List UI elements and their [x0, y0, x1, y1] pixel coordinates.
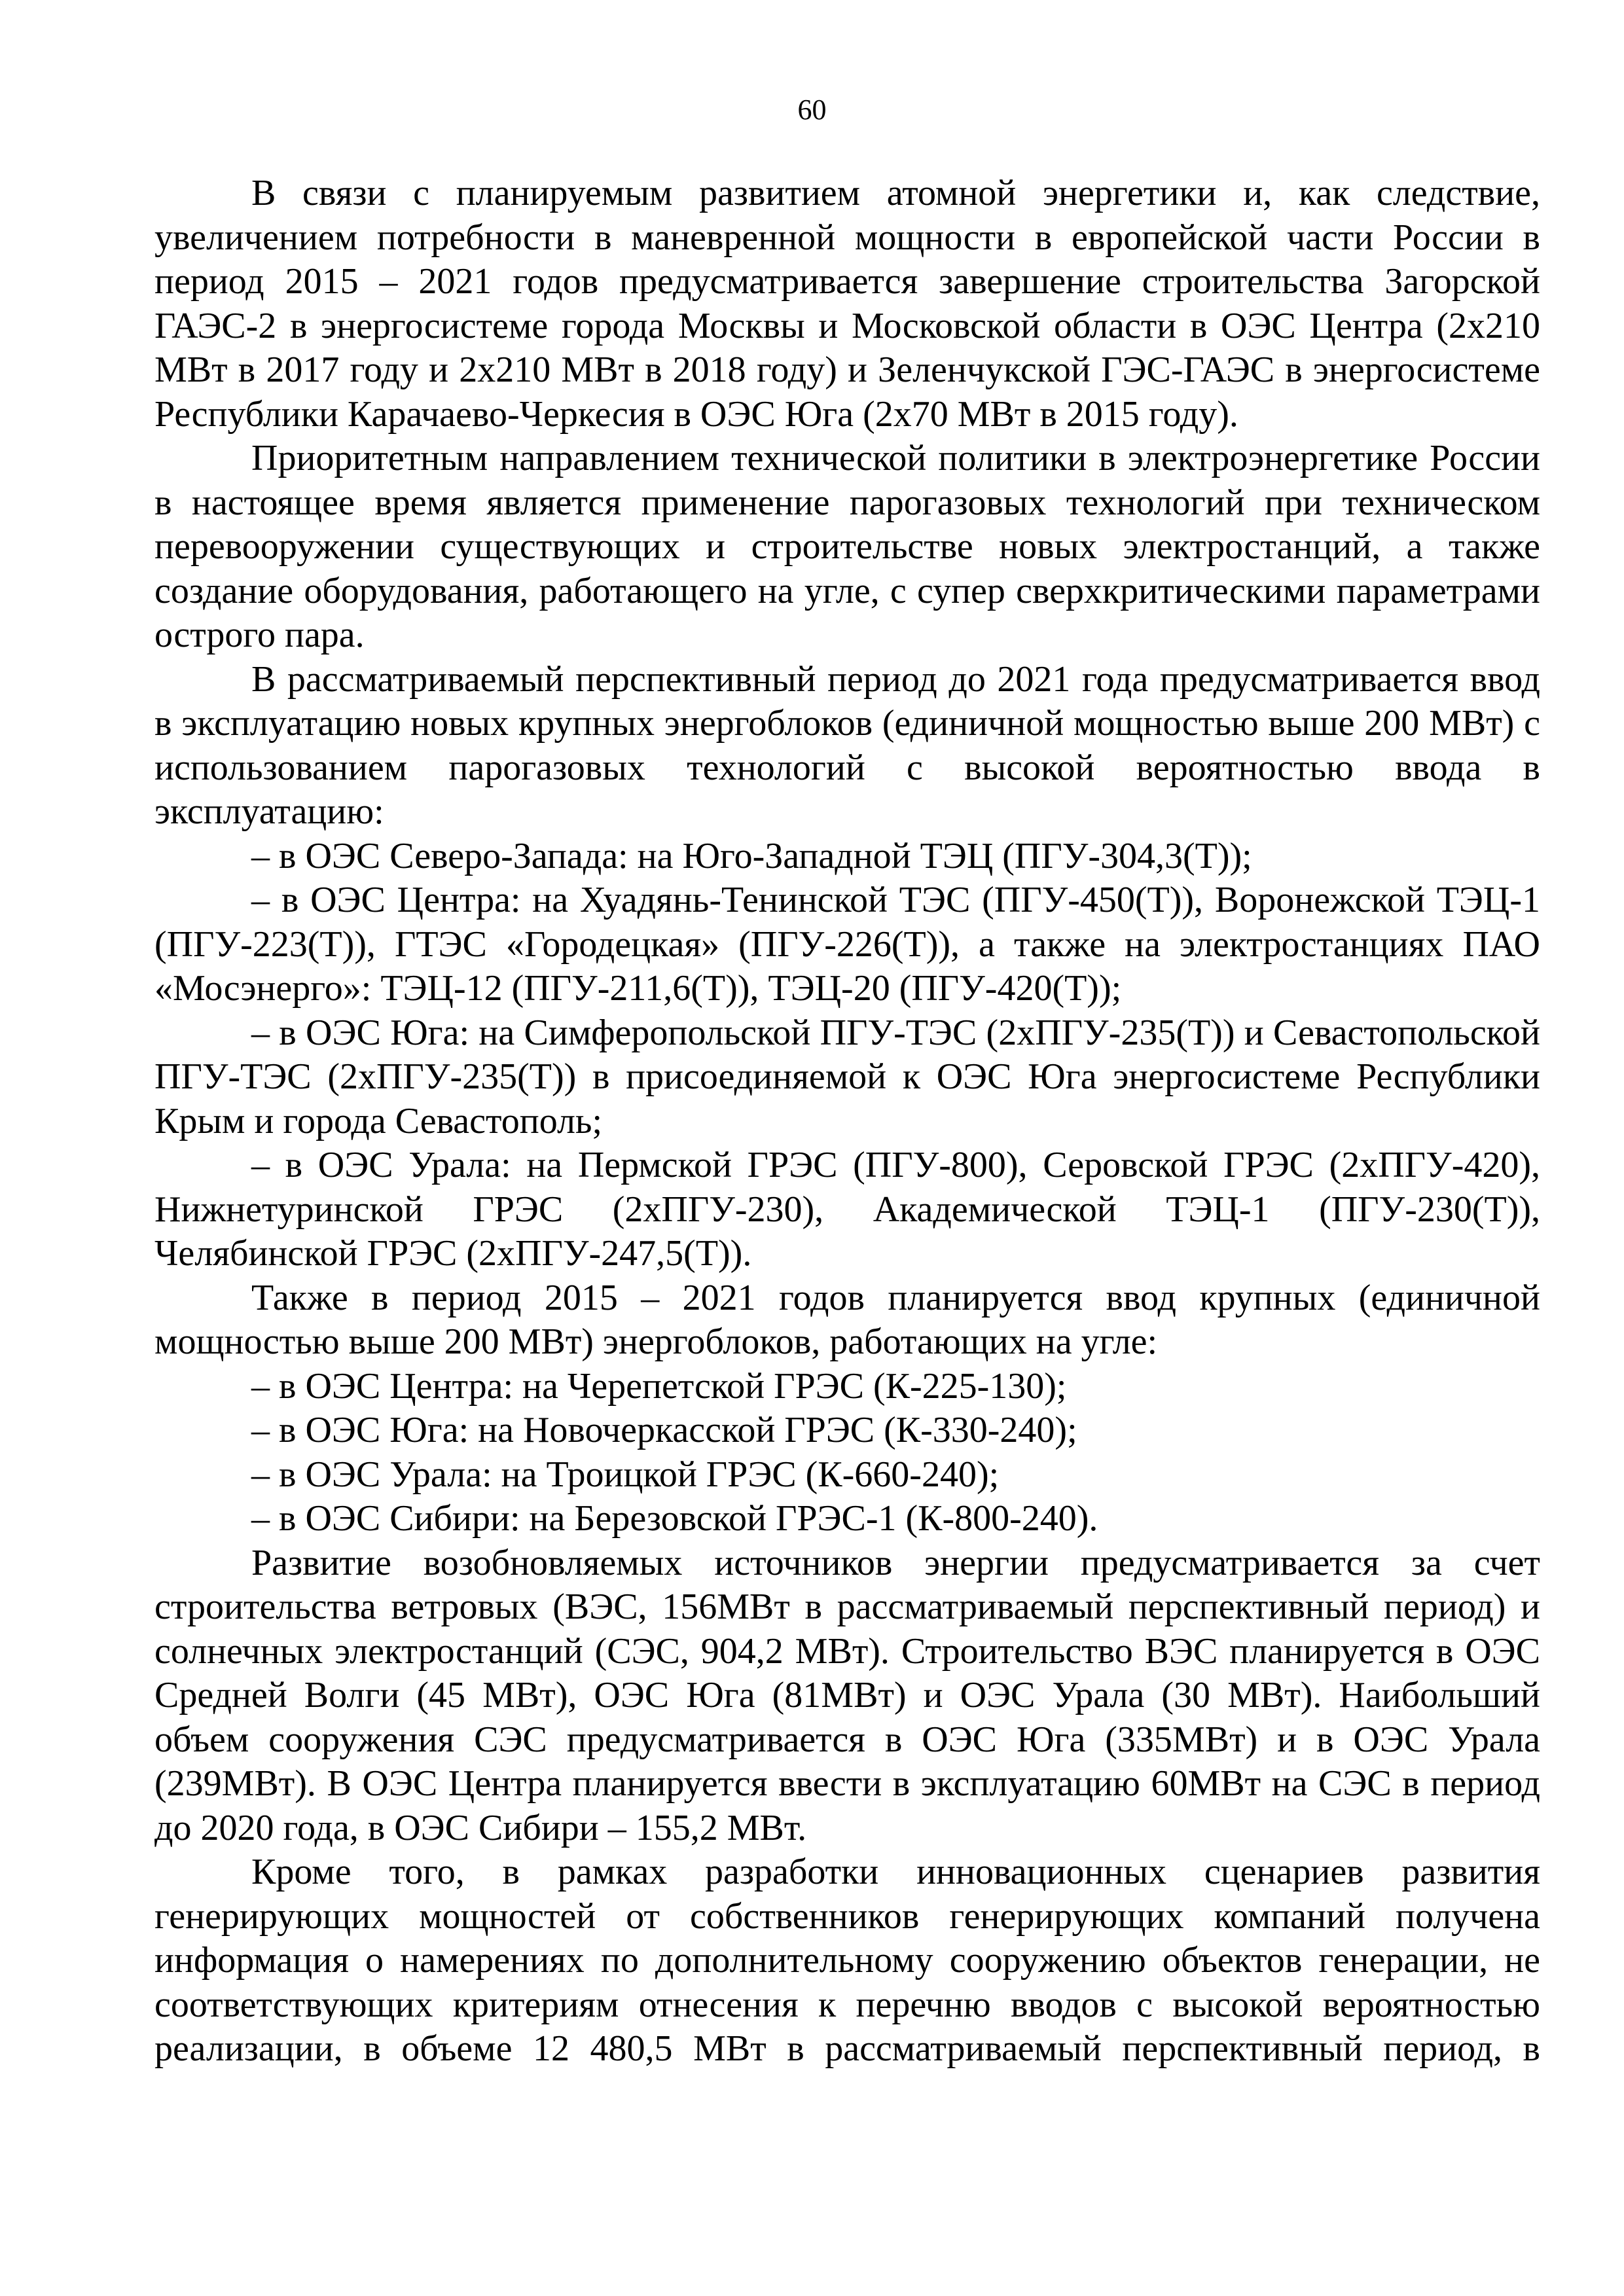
paragraph-technical-policy: Приоритетным направлением технической политики в электроэнергетике России в настоящее время является применение парогазовых технологий при техническом перевооружении существующих и строительстве новых электростанций, а также создание оборудования, работающего на угле, с супер сверхкритическими параметрами острого пара.: [154, 438, 1540, 655]
paragraph-renewables: Развитие возобновляемых источников энергии предусматривается за счет строительства ветровых (ВЭС, 156МВт в рассматриваемый перспективный период) и солнечных электростанций (СЭС, 904,2 МВт). Строительство ВЭС планируется в ОЭС Средней Волги (45 МВт), ОЭС Юга (81МВт) и ОЭС Урала (30 МВт). Наибольший объем сооружения СЭС предусматривается в ОЭС Юга (335МВт) и в ОЭС Урала (239МВт). В ОЭС Центра планируется ввести в эксплуатацию 60МВт на СЭС в период до 2020 года, в ОЭС Сибири – 155,2 МВт.: [154, 1542, 1540, 1848]
paragraph-pumped-storage: В связи с планируемым развитием атомной энергетики и, как следствие, увеличением потребности в маневренной мощности в европейской части России в период 2015 – 2021 годов предусматривается завершение строительства Загорской ГАЭС-2 в энергосистеме города Москвы и Московской области в ОЭС Центра (2х210 МВт в 2017 году и 2х210 МВт в 2018 году) и Зеленчукской ГЭС-ГАЭС в энергосистеме Республики Карачаево-Черкесия в ОЭС Юга (2х70 МВт в 2015 году).: [154, 173, 1540, 435]
paragraph-coal-intro: Также в период 2015 – 2021 годов планируется ввод крупных (единичной мощностью выше 200 МВт) энергоблоков, работающих на угле:: [154, 1277, 1540, 1362]
list-item-coal-south: – в ОЭС Юга: на Новочеркасской ГРЭС (К-330-240);: [251, 1410, 1077, 1450]
paragraph-innovation-scenarios: Кроме того, в рамках разработки инновационных сценариев развития генерирующих мощностей от собственников генерирующих компаний получена информация о намерениях по дополнительному сооружению объектов генерации, не соответствующих критериям отнесения к перечню вводов с высокой вероятностью реализации, в объеме 12 480,5 МВт в рассматриваемый перспективный период, в: [154, 1852, 1540, 2069]
list-item-coal-ural: – в ОЭС Урала: на Троицкой ГРЭС (К-660-240);: [251, 1454, 1000, 1495]
list-item-south: – в ОЭС Юга: на Симферопольской ПГУ-ТЭС (2хПГУ-235(Т)) и Севастопольской ПГУ-ТЭС (2хПГУ-235(Т)) в присоединяемой к ОЭС Юга энергосистеме Республики Крым и города Севастополь;: [154, 1012, 1540, 1141]
list-item-northwest: – в ОЭС Северо-Запада: на Юго-Западной ТЭЦ (ПГУ-304,3(Т));: [251, 835, 1252, 876]
list-item-ural: – в ОЭС Урала: на Пермской ГРЭС (ПГУ-800), Серовской ГРЭС (2хПГУ-420), Нижнетуринской ГРЭС (2хПГУ-230), Академической ТЭЦ-1 (ПГУ-230(Т)), Челябинской ГРЭС (2хПГУ-247,5(Т)).: [154, 1145, 1540, 1274]
list-item-center: – в ОЭС Центра: на Хуадянь-Тенинской ТЭС (ПГУ-450(Т)), Воронежской ТЭЦ-1 (ПГУ-223(Т)), ГТЭС «Городецкая» (ПГУ-226(Т)), а также на электростанциях ПАО «Мосэнерго»: ТЭЦ-12 (ПГУ-211,6(Т)), ТЭЦ-20 (ПГУ-420(Т));: [154, 880, 1540, 1009]
paragraph-combined-cycle-intro: В рассматриваемый перспективный период до 2021 года предусматривается ввод в эксплуатацию новых крупных энергоблоков (единичной мощностью выше 200 МВт) с использованием парогазовых технологий с высокой вероятностью ввода в эксплуатацию:: [154, 658, 1540, 832]
list-item-coal-siberia: – в ОЭС Сибири: на Березовской ГРЭС-1 (К-800-240).: [251, 1498, 1098, 1539]
list-item-coal-center: – в ОЭС Центра: на Черепетской ГРЭС (К-225-130);: [251, 1365, 1067, 1407]
document-body: [154, 171, 1540, 2072]
page-number: 60: [797, 94, 827, 126]
